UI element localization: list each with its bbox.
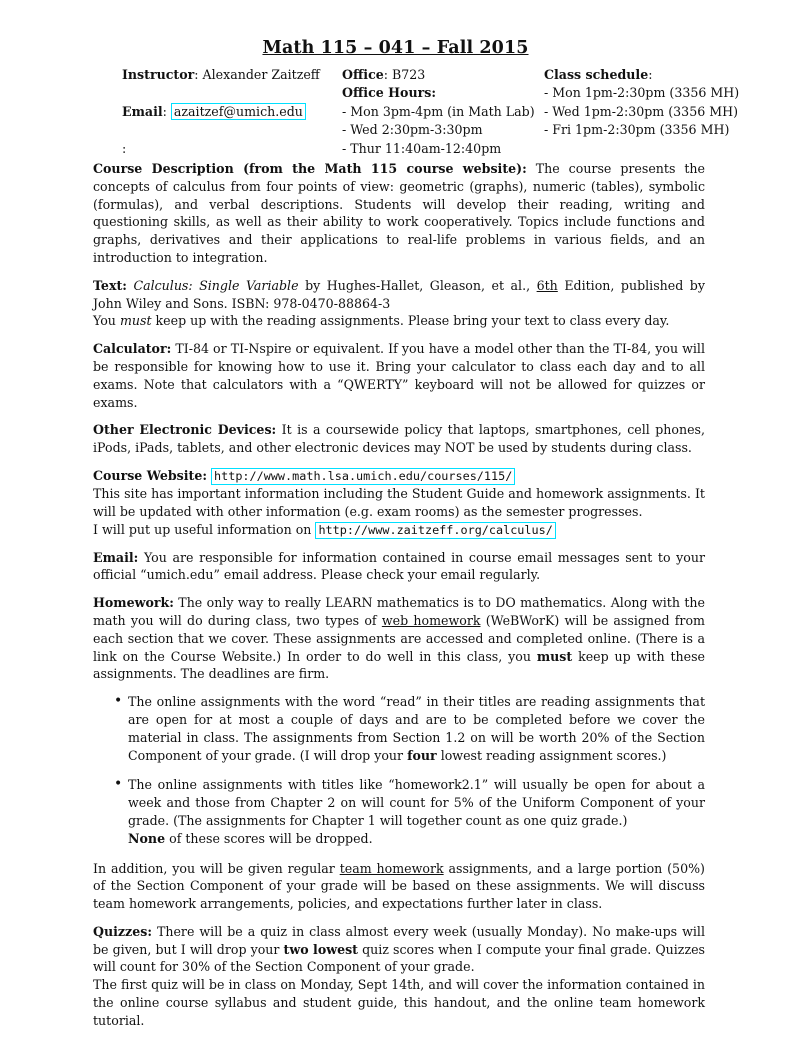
homework-bullet-list [93, 693, 705, 847]
office-hours-label: Office Hours: [342, 85, 436, 101]
schedule-item: - Fri 1pm-2:30pm (3356 MH) [544, 122, 730, 138]
website-text: This site has important information including the Student Guide and homework assignments. It will be updated with other information (e.g. exam rooms) as the semester progresses. [93, 485, 705, 519]
email-link[interactable]: azaitzef@umich.edu [171, 103, 306, 120]
office-line: Office: B723 [342, 67, 426, 82]
office-label: Office [342, 67, 384, 82]
quizzes-text-a: There will be a quiz in class almost every week (usually Monday). No make-ups will be given, but I will drop your [93, 923, 705, 957]
instructor-block [122, 66, 320, 158]
book-title: Calculus: Single Variable [133, 277, 299, 293]
homework-text-c: keep up with these assignments. The deadlines are firm. [93, 648, 705, 682]
schedule-block [544, 66, 739, 140]
calculator-section [93, 340, 705, 411]
office-hours-item: - Mon 3pm-4pm (in Math Lab) [342, 103, 535, 119]
course-description-text: The course presents the concepts of calculus from four points of view: geometric (graphs), numeric (tables), symbolic (formulas), and verbal descriptions. Students will develop their reading, writing and questioning skills, as well as their ability to work cooperatively. Topics include functions and graphs, derivatives and their applications to real-life problems in various fields, and an introduction to integration. [93, 161, 705, 265]
office-block [342, 66, 535, 158]
office-hours-item: - Thur 11:40am-12:40pm [342, 140, 502, 156]
homework-text-a: The only way to really LEARN mathematics is to DO mathematics. Along with the math you will do during class, two types of [93, 595, 705, 628]
quizzes-text-b: quiz scores when I compute your final grade. Quizzes will count for 30% of the Section Component of your grade. [93, 941, 705, 975]
bullet2-text-a: The online assignments with titles like “homework2.1” will usually be open for about a week and those from Chapter 2 on will count for 5% of the Uniform Component of your grade. (The assignments for Chapter 1 will together count as one quiz grade.) [128, 777, 705, 828]
reading-note-b: keep up with the reading assignments. Please bring your text to class every day. [155, 313, 670, 329]
email-line: Email: azaitzef@umich.edu [122, 103, 320, 121]
calculator-text: TI-84 or TI-Nspire or equivalent. If you have a model other than the TI-84, you will be responsible for knowing how to use it. Bring your calculator to class each day and to all exams. Note that calculators with a “QWERTY” keyboard will not be allowed for quizzes or exams. [93, 341, 705, 410]
list-item [128, 693, 705, 764]
calculator-heading: Calculator: [93, 341, 172, 357]
website-line3: I will put up useful information on [93, 521, 312, 537]
quizzes-section [93, 923, 705, 1030]
web-homework-term: web homework [381, 612, 481, 628]
devices-text: It is a coursewide policy that laptops, smartphones, cell phones, iPods, iPads, tablets, and other electronic devices may NOT be used by students during class. [93, 422, 705, 456]
devices-heading: Other Electronic Devices: [93, 422, 277, 438]
syllabus-body [93, 160, 705, 1040]
reading-note-a: You [93, 313, 116, 329]
website-section [93, 467, 705, 539]
bullet1-bold: four [407, 747, 437, 763]
website-heading: Course Website: [93, 467, 207, 483]
instructor-name: Alexander Zaitzeff [202, 67, 320, 82]
bullet1-text-b: lowest reading assignment scores.) [440, 747, 667, 763]
personal-website-link[interactable]: http://www.zaitzeff.org/calculus/ [315, 522, 555, 539]
email-heading: Email: [93, 549, 139, 565]
email-label: Email [122, 103, 163, 119]
team-homework-paragraph [93, 860, 705, 913]
page-title: Math 115 – 041 – Fall 2015 [262, 38, 529, 58]
homework-text-b: (WeBWorK) will be assigned from each section that we cover. These assignments are accessed and completed online. (There is a link on the Course Website.) In order to do well in this class, you [93, 612, 705, 664]
team-homework-text-b: assignments, and a large portion (50%) of the Section Component of your grade will be based on these assignments. We will discuss team homework arrangements, policies, and expectations further later in class. [93, 860, 705, 912]
bullet2-bold: None [128, 830, 166, 846]
email-text: You are responsible for information contained in course email messages sent to your official “umich.edu” email address. Please check your email regularly. [93, 549, 705, 583]
book-publisher: Edition, published by John Wiley and Sons. ISBN: 978-0470-88864-3 [93, 277, 705, 311]
office-room: B723 [392, 67, 426, 82]
list-item [128, 776, 705, 847]
reading-note-emphasis: must [119, 313, 152, 329]
text-heading: Text: [93, 277, 127, 293]
course-website-link[interactable]: http://www.math.lsa.umich.edu/courses/115/ [211, 468, 515, 485]
team-homework-text-a: In addition, you will be given regular [93, 860, 335, 876]
course-description-heading: Course Description (from the Math 115 course website): [93, 161, 527, 176]
quizzes-heading: Quizzes: [93, 923, 152, 939]
book-edition: 6th [536, 277, 558, 293]
first-quiz-text: The first quiz will be in class on Monday, Sept 14th, and will cover the information contained in the online course syllabus and student guide, this handout, and the online team homework tutorial. [93, 977, 705, 1028]
office-hours-item: - Wed 2:30pm-3:30pm [342, 122, 483, 138]
quizzes-two-lowest: two lowest [283, 941, 359, 957]
homework-section [93, 594, 705, 683]
stray-colon: : [122, 140, 127, 156]
bullet1-text-a: The online assignments with the word “read” in their titles are reading assignments that are open for at most a couple of days and are to be completed before we cover the material in class. The assignments from Section 1.2 on will be worth 20% of the Section Component of your grade. (I will drop your [128, 694, 705, 763]
course-description-section [93, 160, 705, 267]
instructor-label: Instructor [122, 67, 195, 82]
schedule-label: Class schedule [544, 67, 649, 82]
bullet2-text-b: of these scores will be dropped. [169, 830, 373, 846]
text-section [93, 277, 705, 330]
email-section [93, 549, 705, 585]
homework-heading: Homework: [93, 595, 174, 611]
schedule-item: - Mon 1pm-2:30pm (3356 MH) [544, 85, 740, 101]
homework-must: must [536, 648, 573, 664]
schedule-item: - Wed 1pm-2:30pm (3356 MH) [544, 103, 739, 119]
book-authors: by Hughes-Hallet, Gleason, et al., [305, 277, 531, 293]
team-homework-term: team homework [339, 860, 444, 876]
schedule-heading: Class schedule: [544, 67, 653, 82]
instructor-line: Instructor: Alexander Zaitzeff [122, 67, 320, 82]
devices-section [93, 421, 705, 457]
